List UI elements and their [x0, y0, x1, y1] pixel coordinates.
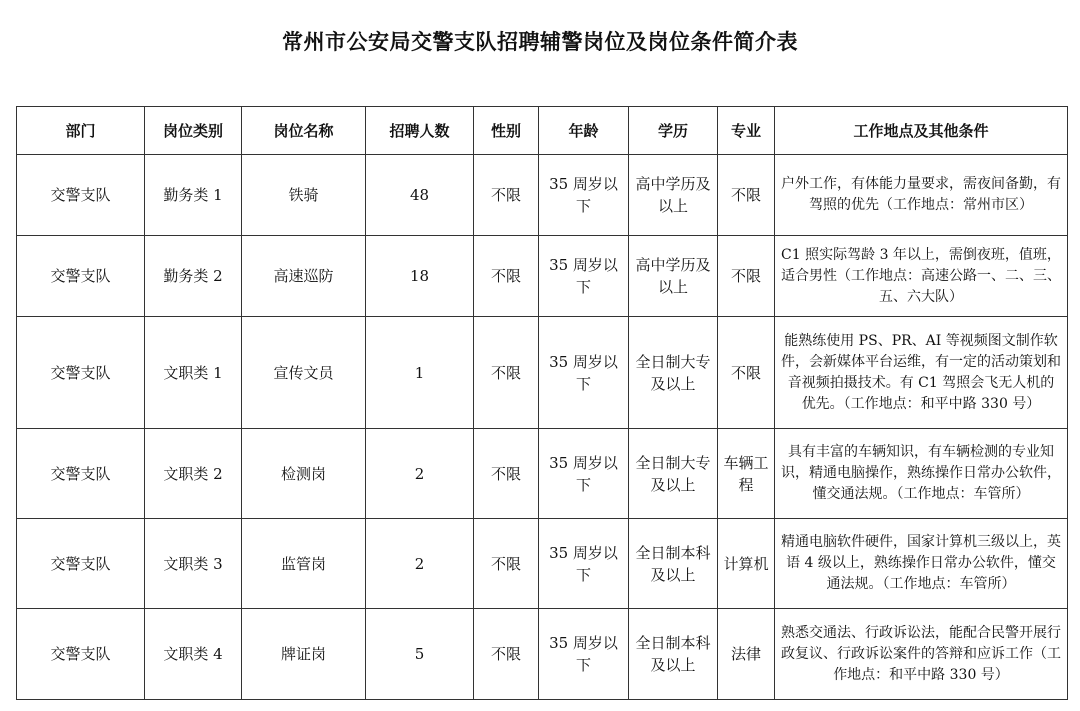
- cell-gender: 不限: [474, 155, 539, 236]
- cell-dept: 交警支队: [17, 429, 145, 519]
- cell-conditions: 熟悉交通法、行政诉讼法，能配合民警开展行政复议、行政诉讼案件的答辩和应诉工作（工作地点：和平中路 330 号）: [775, 609, 1068, 700]
- cell-dept: 交警支队: [17, 317, 145, 429]
- cell-dept: 交警支队: [17, 519, 145, 609]
- cell-count: 48: [366, 155, 474, 236]
- page-title: 常州市公安局交警支队招聘辅警岗位及岗位条件简介表: [282, 30, 798, 54]
- table-row: [17, 317, 1068, 429]
- cell-count: 2: [366, 519, 474, 609]
- cell-major: 不限: [718, 236, 775, 317]
- cell-conditions: 能熟练使用 PS、PR、AI 等视频图文制作软件，会新媒体平台运维，有一定的活动策划和音视频拍摄技术。有 C1 驾照会飞无人机的优先。（工作地点：和平中路 330 号）: [775, 317, 1068, 429]
- cell-education: 全日制本科及以上: [629, 519, 718, 609]
- header-gender: 性别: [474, 107, 539, 155]
- header-count: 招聘人数: [366, 107, 474, 155]
- cell-position: 牌证岗: [242, 609, 366, 700]
- cell-count: 5: [366, 609, 474, 700]
- cell-education: 全日制大专及以上: [629, 429, 718, 519]
- cell-age: 35 周岁以下: [539, 609, 629, 700]
- cell-position: 监管岗: [242, 519, 366, 609]
- cell-major: 法律: [718, 609, 775, 700]
- table-row: [17, 429, 1068, 519]
- table-row: [17, 155, 1068, 236]
- cell-major: 计算机: [718, 519, 775, 609]
- cell-conditions: C1 照实际驾龄 3 年以上，需倒夜班，值班，适合男性（工作地点：高速公路一、二、三、五、六大队）: [775, 236, 1068, 317]
- cell-count: 1: [366, 317, 474, 429]
- cell-major: 车辆工程: [718, 429, 775, 519]
- cell-position: 高速巡防: [242, 236, 366, 317]
- table-row: [17, 236, 1068, 317]
- recruitment-table: [16, 106, 1068, 700]
- cell-dept: 交警支队: [17, 236, 145, 317]
- cell-dept: 交警支队: [17, 609, 145, 700]
- header-conditions: 工作地点及其他条件: [775, 107, 1068, 155]
- header-age: 年龄: [539, 107, 629, 155]
- cell-major: 不限: [718, 155, 775, 236]
- cell-age: 35 周岁以下: [539, 519, 629, 609]
- cell-gender: 不限: [474, 429, 539, 519]
- cell-position: 宣传文员: [242, 317, 366, 429]
- cell-count: 18: [366, 236, 474, 317]
- cell-gender: 不限: [474, 236, 539, 317]
- cell-education: 高中学历及以上: [629, 236, 718, 317]
- header-education: 学历: [629, 107, 718, 155]
- table-row: [17, 519, 1068, 609]
- cell-category: 文职类 2: [145, 429, 242, 519]
- cell-category: 文职类 1: [145, 317, 242, 429]
- cell-count: 2: [366, 429, 474, 519]
- cell-gender: 不限: [474, 519, 539, 609]
- cell-conditions: 户外工作，有体能力量要求，需夜间备勤，有驾照的优先（工作地点：常州市区）: [775, 155, 1068, 236]
- header-category: 岗位类别: [145, 107, 242, 155]
- cell-age: 35 周岁以下: [539, 429, 629, 519]
- cell-conditions: 精通电脑软件硬件，国家计算机三级以上，英语 4 级以上，熟练操作日常办公软件，懂交通法规。（工作地点：车管所）: [775, 519, 1068, 609]
- table-row: [17, 609, 1068, 700]
- cell-category: 文职类 3: [145, 519, 242, 609]
- cell-education: 全日制本科及以上: [629, 609, 718, 700]
- table-header-row: [17, 107, 1068, 155]
- cell-position: 检测岗: [242, 429, 366, 519]
- cell-gender: 不限: [474, 609, 539, 700]
- cell-gender: 不限: [474, 317, 539, 429]
- cell-position: 铁骑: [242, 155, 366, 236]
- cell-major: 不限: [718, 317, 775, 429]
- header-dept: 部门: [17, 107, 145, 155]
- cell-category: 勤务类 1: [145, 155, 242, 236]
- header-major: 专业: [718, 107, 775, 155]
- cell-age: 35 周岁以下: [539, 317, 629, 429]
- header-position: 岗位名称: [242, 107, 366, 155]
- cell-age: 35 周岁以下: [539, 236, 629, 317]
- cell-category: 文职类 4: [145, 609, 242, 700]
- cell-education: 全日制大专及以上: [629, 317, 718, 429]
- cell-dept: 交警支队: [17, 155, 145, 236]
- cell-education: 高中学历及以上: [629, 155, 718, 236]
- cell-category: 勤务类 2: [145, 236, 242, 317]
- cell-conditions: 具有丰富的车辆知识，有车辆检测的专业知识，精通电脑操作，熟练操作日常办公软件，懂交通法规。（工作地点：车管所）: [775, 429, 1068, 519]
- cell-age: 35 周岁以下: [539, 155, 629, 236]
